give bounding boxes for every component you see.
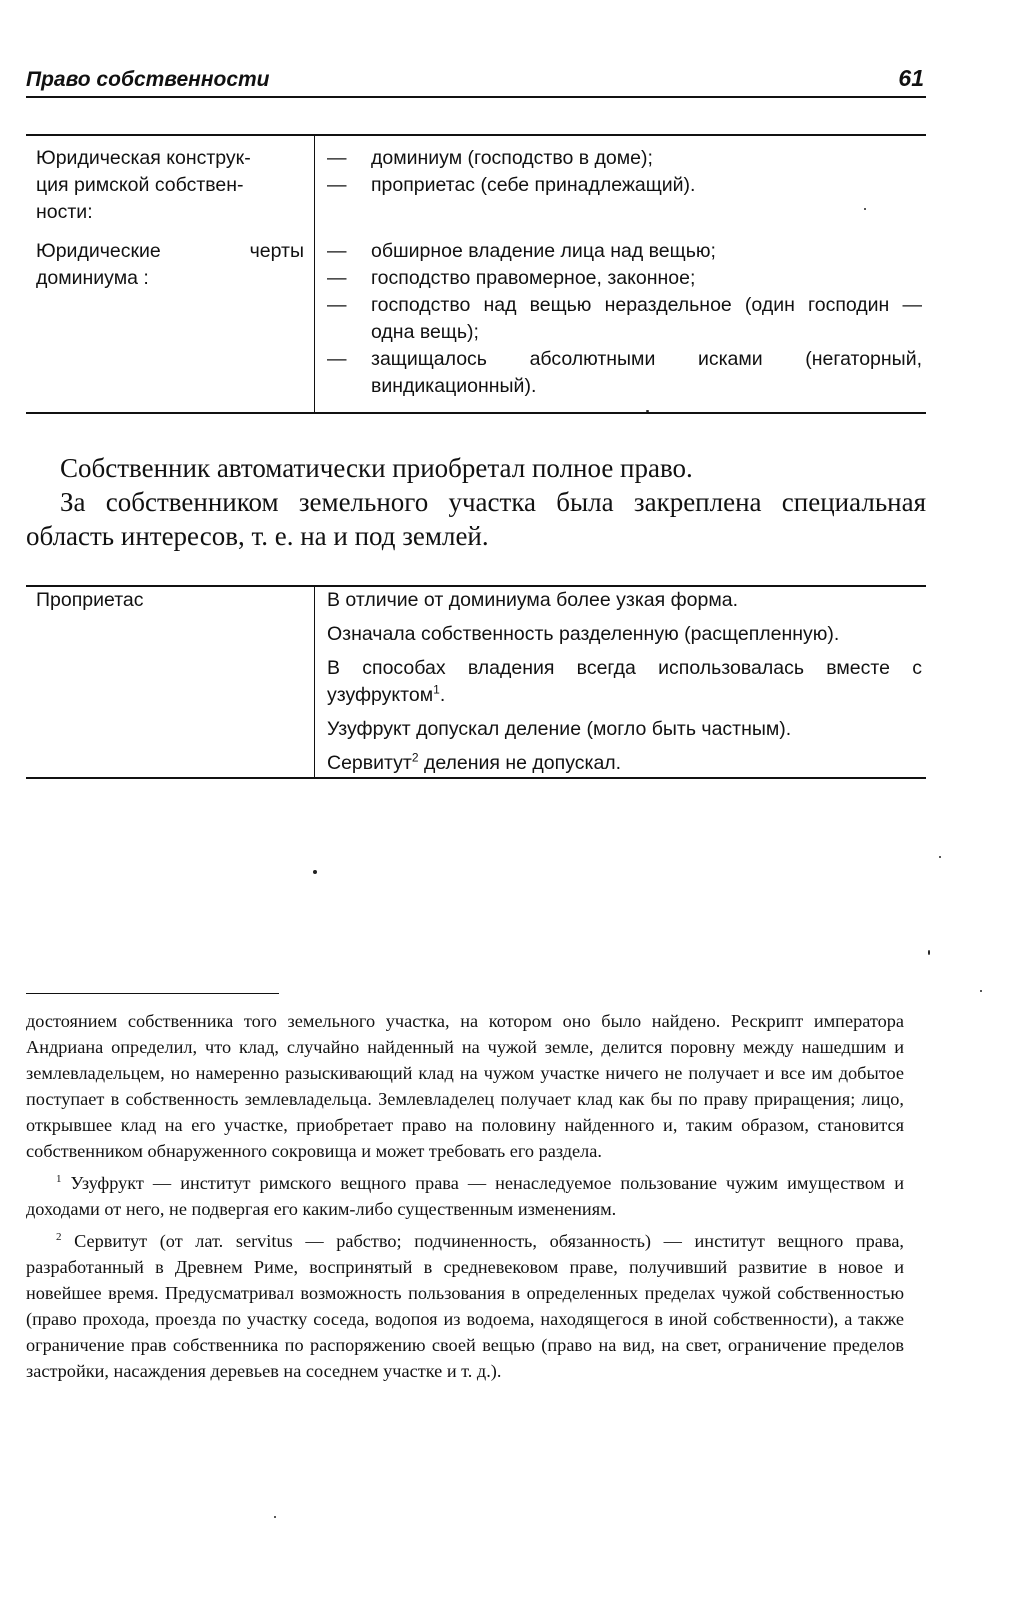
list-item-text: господство над вещью нераздельное (один господин — одна вещь); bbox=[371, 294, 922, 343]
running-header bbox=[26, 58, 926, 98]
scan-speck bbox=[274, 1516, 276, 1518]
list-item-text: проприетас (себе принадлежащий). bbox=[371, 174, 696, 196]
dash-marker: — bbox=[327, 240, 347, 262]
label-word: Юридические bbox=[36, 240, 161, 262]
scan-speck bbox=[980, 990, 982, 992]
dash-marker: — bbox=[327, 267, 347, 289]
cell-line bbox=[327, 621, 922, 648]
list-item bbox=[327, 238, 922, 265]
footnotes bbox=[26, 1008, 904, 1390]
table-content-cell bbox=[315, 135, 927, 226]
table-content-cell bbox=[315, 226, 927, 413]
list-item bbox=[327, 145, 922, 172]
label-line: Проприетас bbox=[36, 589, 144, 611]
cell-line-text: Означала собственность разделенную (расщепленную). bbox=[327, 623, 840, 645]
list-item-text: обширное владение лица над вещью; bbox=[371, 240, 716, 262]
table-label-cell bbox=[26, 226, 315, 413]
label-line: ция римской собствен- bbox=[36, 174, 244, 196]
scan-speck bbox=[939, 856, 941, 858]
dash-list bbox=[327, 238, 922, 400]
dominium-table bbox=[26, 134, 926, 414]
footnote-1 bbox=[26, 1170, 904, 1222]
table-content-cell bbox=[315, 586, 927, 778]
cell-line-text: Узуфрукт допускал деление (могло быть частным). bbox=[327, 718, 792, 740]
dash-marker: — bbox=[327, 147, 347, 169]
label-line: ности: bbox=[36, 201, 93, 223]
footnote-continuation: достоянием собственника того земельного участка, на котором оно было найдено. Рескрипт императора Андриана определил, что клад, случайно найденный на чужой земле, делится поровну между нашедшим и землевладельцем, но намеренно разыскивающий клад на чужом участке ничего не получает и все им добытое поступает в собственность землевладельца. Землевладелец получает клад как бы по праву приращения; лицо, открывшее клад на его участке, приобретает право на половину найденного и, таким образом, становится собственником обнаруженного сокровища и может требовать его раздела. bbox=[26, 1011, 904, 1161]
footnote-ref: 1 bbox=[433, 682, 440, 697]
table-row bbox=[26, 135, 926, 226]
paragraph: Собственник автоматически приобретал полное право. bbox=[60, 453, 693, 483]
cell-line-suffix: . bbox=[439, 684, 446, 706]
table-label-cell bbox=[26, 586, 315, 778]
list-item-text: господство правомерное, законное; bbox=[371, 267, 696, 289]
page bbox=[26, 58, 926, 779]
cell-line bbox=[327, 750, 922, 777]
page-number: 61 bbox=[898, 65, 924, 91]
table-label-cell bbox=[26, 135, 315, 226]
footnote-2 bbox=[26, 1228, 904, 1384]
label-line: Юридическая конструк- bbox=[36, 147, 251, 169]
cell-line-text: Сервитут bbox=[327, 752, 412, 774]
body-text bbox=[26, 451, 926, 553]
dash-marker: — bbox=[327, 348, 347, 370]
scan-speck bbox=[313, 870, 317, 874]
list-item bbox=[327, 346, 922, 400]
scan-speck bbox=[864, 208, 866, 210]
label-line bbox=[36, 238, 304, 265]
table-row bbox=[26, 586, 926, 778]
scan-speck bbox=[928, 950, 930, 955]
cell-line-text: В способах владения всегда использовалась вместе с узуфруктом bbox=[327, 657, 922, 706]
dash-marker: — bbox=[327, 294, 347, 316]
cell-line bbox=[327, 587, 922, 614]
list-item-text: доминиум (господство в доме); bbox=[371, 147, 653, 169]
table-row bbox=[26, 226, 926, 413]
list-item bbox=[327, 172, 922, 199]
cell-line bbox=[327, 716, 922, 743]
footnote-mark: 2 bbox=[56, 1230, 62, 1243]
cell-line-text: В отличие от доминиума более узкая форма. bbox=[327, 589, 739, 611]
footnote-text: Узуфрукт — институт римского вещного права — ненаследуемое пользование чужим имуществом и доходами от него, не подвергая его каким-либо существенным изменениям. bbox=[26, 1173, 904, 1219]
footnote-mark: 1 bbox=[56, 1172, 62, 1185]
running-header-title: Право собственности bbox=[26, 68, 270, 91]
label-word: черты bbox=[249, 240, 304, 262]
list-item bbox=[327, 265, 922, 292]
footnote-divider bbox=[26, 993, 279, 994]
list-item bbox=[327, 292, 922, 346]
dash-marker: — bbox=[327, 174, 347, 196]
footnote-text: Сервитут (от лат. servitus — рабство; подчиненность, обязанность) — институт вещного права, разработанный в Древнем Риме, воспринятый в средневековом праве, получивший развитие в новое и новейшее время. Предусматривал возможность пользования в определенных пределах чужой собственностью (право прохода, проезда по участку соседа, водопоя из водоема, находящегося в иной собственности), а также ограничение прав собственника по распоряжению своей вещью (право на вид, на свет, ограничение пределов застройки, насаждения деревьев на соседнем участке и т. д.). bbox=[26, 1231, 904, 1381]
label-line: доминиума : bbox=[36, 267, 149, 289]
list-item-text: защищалось абсолютными исками (негаторный, виндикационный). bbox=[371, 348, 922, 397]
proprietas-table bbox=[26, 585, 926, 779]
paragraph: За собственником земельного участка была закреплена специальная область интересов, т. е. на и под землей. bbox=[26, 487, 926, 551]
dash-list bbox=[327, 145, 922, 199]
scan-speck bbox=[646, 410, 649, 412]
cell-line bbox=[327, 655, 922, 709]
cell-line-suffix: деления не допускал. bbox=[418, 752, 622, 774]
footnote-ref: 2 bbox=[411, 750, 419, 765]
